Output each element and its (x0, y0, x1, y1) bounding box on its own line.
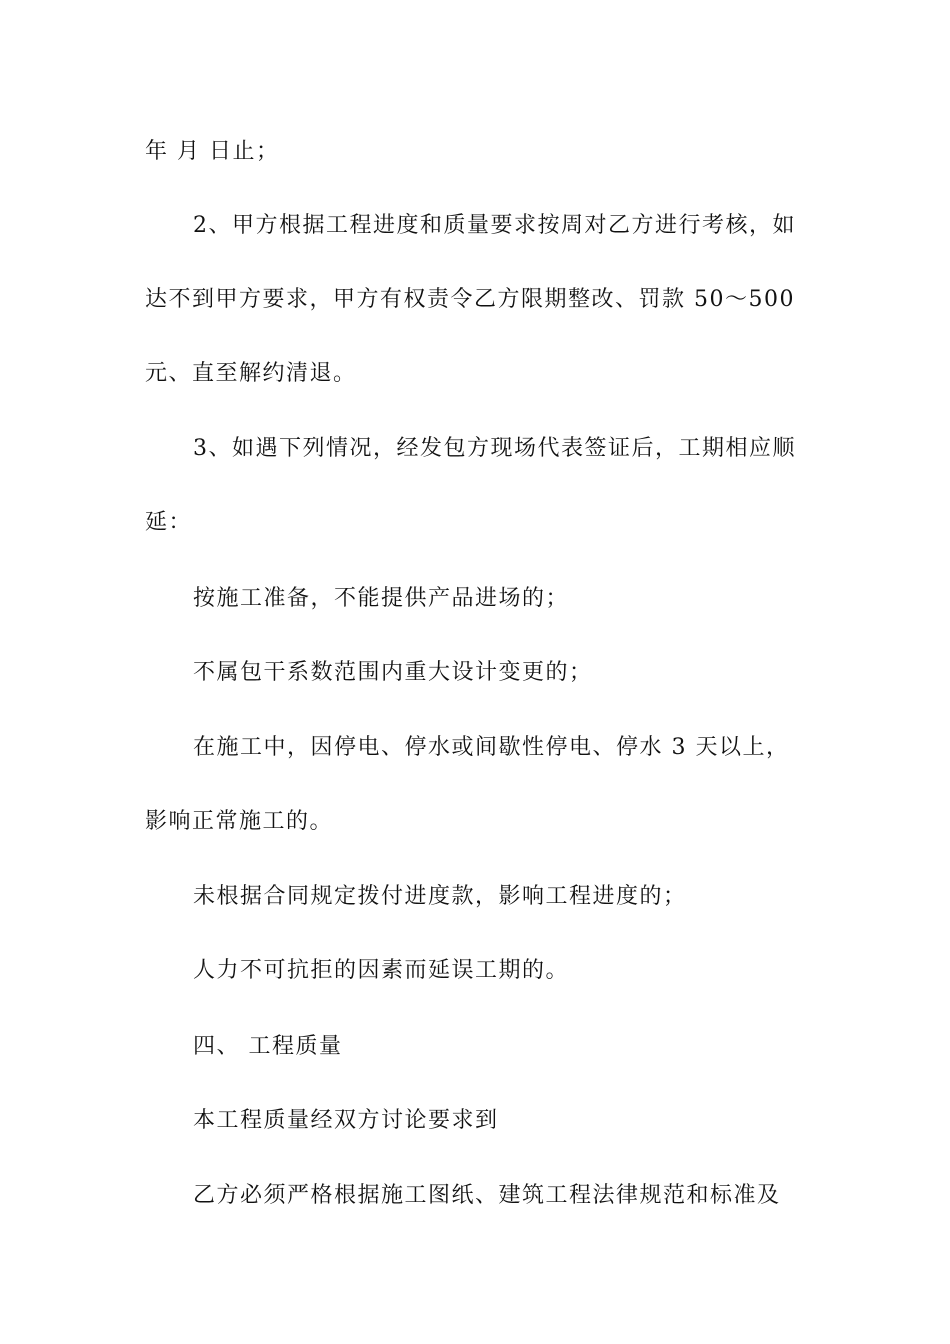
condition-item-1: 按施工准备，不能提供产品进场的； (193, 586, 570, 611)
paragraph-2-line-2: 达不到甲方要求，甲方有权责令乙方限期整改、罚款 50～500 (145, 287, 795, 312)
paragraph-3-line-2: 延： (145, 510, 193, 535)
condition-item-5: 人力不可抗拒的因素而延误工期的。 (193, 958, 570, 983)
paragraph-2-line-3: 元、直至解约清退。 (145, 361, 357, 386)
quality-requirement-line: 本工程质量经双方讨论要求到 (193, 1108, 499, 1133)
paragraph-3-line-1: 3、如遇下列情况，经发包方现场代表签证后，工期相应顺 (193, 436, 796, 461)
text-line-date-end: 年 月 日止； (145, 139, 280, 164)
quality-obligation-line: 乙方必须严格根据施工图纸、建筑工程法律规范和标准及 (193, 1183, 781, 1208)
condition-item-2: 不属包干系数范围内重大设计变更的； (193, 660, 593, 685)
condition-item-3-line-1: 在施工中，因停电、停水或间歇性停电、停水 3 天以上， (193, 735, 790, 760)
paragraph-2-line-1: 2、甲方根据工程进度和质量要求按周对乙方进行考核，如 (193, 213, 796, 238)
condition-item-4: 未根据合同规定拨付进度款，影响工程进度的； (193, 884, 687, 909)
section-heading-quality: 四、 工程质量 (193, 1034, 343, 1059)
condition-item-3-line-2: 影响正常施工的。 (145, 809, 334, 834)
